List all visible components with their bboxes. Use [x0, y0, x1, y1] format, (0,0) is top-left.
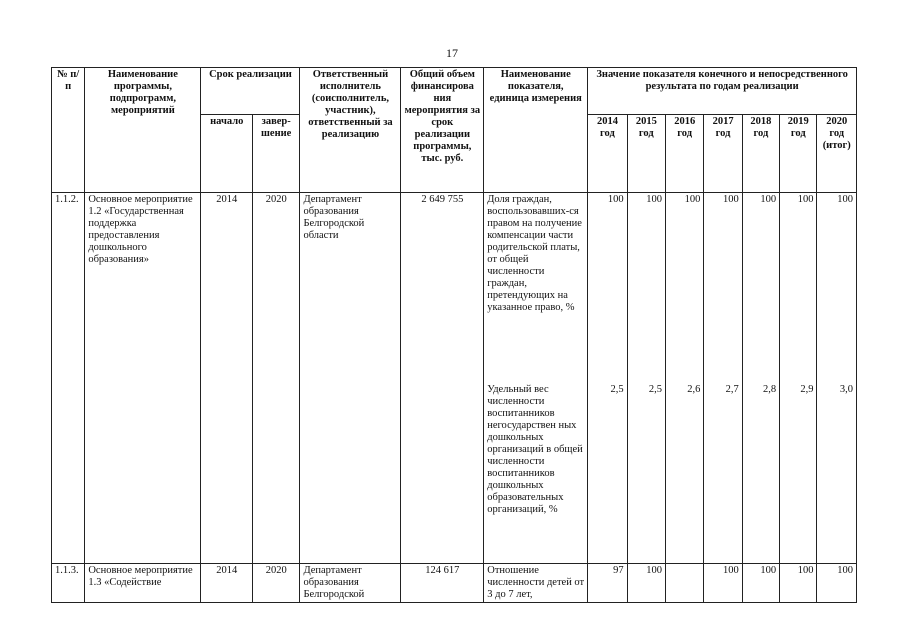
indicator-name: Отношение численности детей от 3 до 7 лет,: [484, 564, 588, 603]
indicator-name: Удельный вес численности воспитанников негосударствен ных дошкольных организаций в общей численности воспитанников дошкольных образовательных организаций, %: [487, 384, 583, 515]
row-values-2018: [742, 193, 779, 564]
row-start: 2014: [201, 193, 253, 564]
header-start: начало: [201, 115, 253, 193]
row-end: 2020: [252, 193, 299, 564]
row-values-2020: [817, 193, 857, 564]
indicator-value: 100: [723, 194, 739, 205]
indicator-value: [666, 564, 704, 603]
indicator-value: 2,5: [610, 384, 624, 395]
table-row: [52, 564, 857, 603]
indicator-value: 100: [607, 194, 624, 205]
row-funding: 124 617: [401, 564, 484, 603]
indicator-value: 3,0: [839, 384, 853, 395]
indicator-value: 100: [684, 194, 701, 205]
row-executor: Департамент образования Белгородской: [300, 564, 401, 603]
indicator-value: 100: [704, 564, 742, 603]
header-year: 2018 год: [742, 115, 779, 193]
indicator-value: 100: [760, 194, 777, 205]
row-values-2016: [666, 193, 704, 564]
header-name: Наименование программы, подпрограмм, мероприятий: [85, 68, 201, 193]
indicator-value: 100: [627, 564, 665, 603]
header-period: Срок реализации: [201, 68, 300, 115]
row-values-2014: [588, 193, 627, 564]
header-indicator: Наименование показателя, единица измерения: [484, 68, 588, 193]
row-indicators: [484, 193, 588, 564]
header-year: 2017 год: [704, 115, 742, 193]
header-year: 2020 год (итог): [817, 115, 857, 193]
indicator-value: 97: [588, 564, 627, 603]
indicator-value: 2,8: [762, 384, 777, 395]
indicator-name: Доля граждан, воспользовавших-ся правом на получение компенсации части родительской платы, от общей численности граждан, претендующих на указанное право, %: [487, 194, 582, 313]
row-values-2019: [780, 193, 817, 564]
indicator-value: 100: [742, 564, 779, 603]
header-year: 2015 год: [627, 115, 665, 193]
indicator-value: 100: [797, 194, 814, 205]
indicator-value: 2,9: [800, 384, 814, 395]
header-row: [52, 68, 857, 115]
header-values: Значение показателя конечного и непосредственного результата по годам реализации: [588, 68, 857, 115]
indicator-value: 100: [780, 564, 817, 603]
header-year: 2019 год: [780, 115, 817, 193]
row-num: 1.1.2.: [52, 193, 85, 564]
row-num: 1.1.3.: [52, 564, 85, 603]
indicator-value: 2,7: [725, 384, 739, 395]
header-funding: Общий объем финансирова ния мероприятия за срок реализации программы, тыс. руб.: [401, 68, 484, 193]
row-funding: 2 649 755: [401, 193, 484, 564]
row-name: Основное мероприятие 1.2 «Государственная поддержка предоставления дошкольного образования»: [85, 193, 201, 564]
indicator-value: 100: [646, 194, 662, 205]
header-executor: Ответственный исполнитель (соисполнитель, участник), ответственный за реализацию: [300, 68, 401, 193]
row-values-2015: [627, 193, 665, 564]
indicator-value: 2,5: [648, 384, 662, 395]
row-executor: Департамент образования Белгородской области: [300, 193, 401, 564]
row-end: 2020: [252, 564, 299, 603]
header-year: 2016 год: [666, 115, 704, 193]
row-name: Основное мероприятие 1.3 «Содействие: [85, 564, 201, 603]
table-row: [52, 193, 857, 564]
header-end: завер-шение: [252, 115, 299, 193]
indicator-value: 2,6: [687, 384, 701, 395]
program-table: [51, 67, 857, 603]
header-year: 2014 год: [588, 115, 627, 193]
header-num: № п/п: [52, 68, 85, 193]
indicator-value: 100: [837, 194, 853, 205]
row-start: 2014: [201, 564, 253, 603]
row-values-2017: [704, 193, 742, 564]
page-number: 17: [446, 46, 458, 60]
indicator-value: 100: [817, 564, 857, 603]
